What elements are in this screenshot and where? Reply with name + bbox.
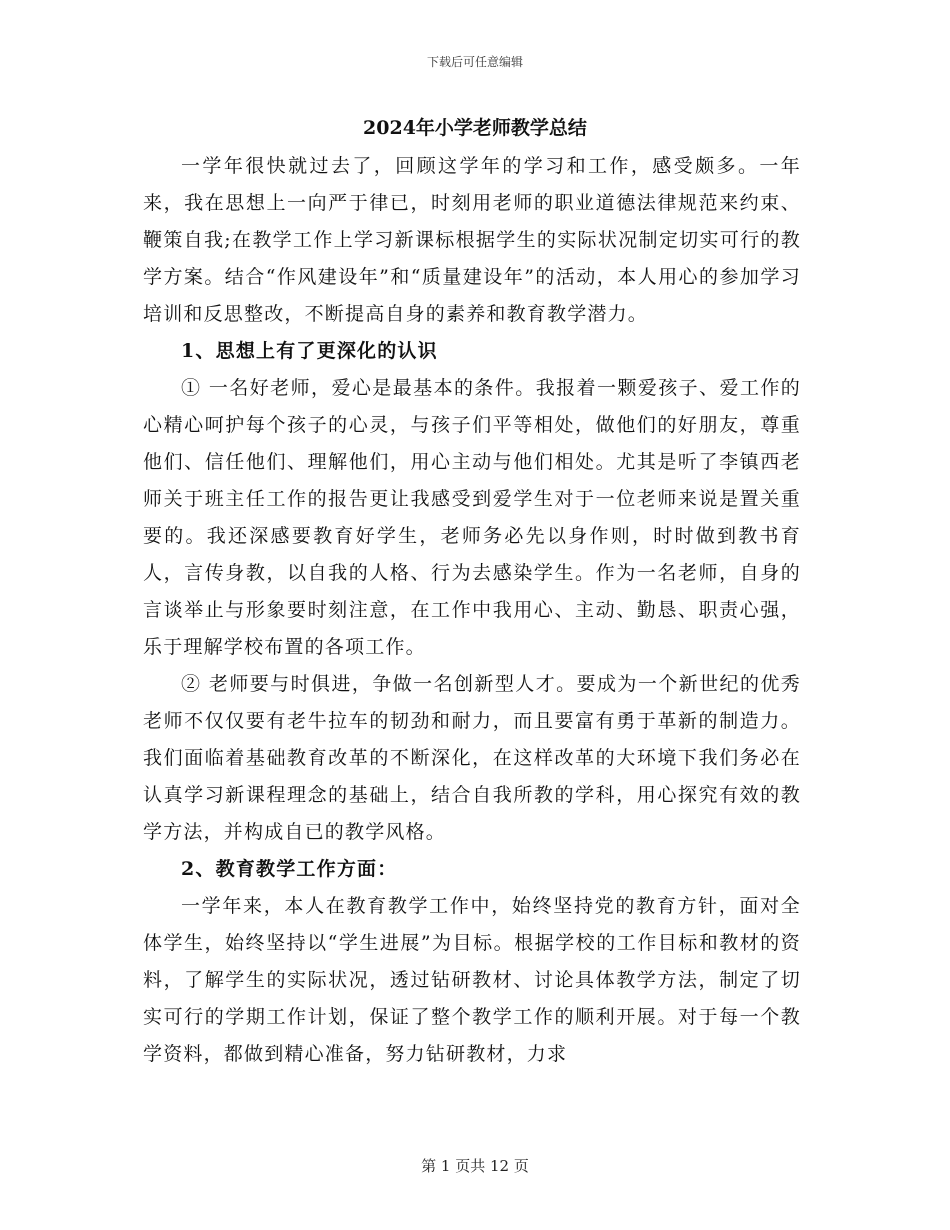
document-body <box>143 148 801 1073</box>
section-1-point-1: ① 一名好老师，爱心是最基本的条件。我报着一颗爱孩子、爱工作的心精心呵护每个孩子的心灵，与孩子们平等相处，做他们的好朋友，尊重他们、信任他们、理解他们，用心主动与他们相处。尤其是听了李镇西老师关于班主任工作的报告更让我感受到爱学生对于一位老师来说是置关重要的。我还深感要教育好学生，老师务必先以身作则，时时做到教书育人，言传身教，以自我的人格、行为去感染学生。作为一名老师，自身的言谈举止与形象要时刻注意，在工作中我用心、主动、勤恳、职责心强，乐于理解学校布置的各项工作。 <box>143 377 801 658</box>
page-number: 第 1 页共 12 页 <box>421 1157 529 1175</box>
section-2-paragraph: 一学年来，本人在教育教学工作中，始终坚持党的教育方针，面对全体学生，始终坚持以“学生进展”为目标。根据学校的工作目标和教材的资料，了解学生的实际状况，透过钻研教材、讨论具体教学方法，制定了切实可行的学期工作计划，保证了整个教学工作的顺利开展。对于每一个教学资料，都做到精心准备，努力钻研教材，力求 <box>143 895 801 1065</box>
section-heading-2: 2、教育教学工作方面： <box>181 858 398 880</box>
section-heading-1: 1、思想上有了更深化的认识 <box>181 340 438 362</box>
intro-paragraph: 一学年很快就过去了，回顾这学年的学习和工作，感受颇多。一年来，我在思想上一向严于律已，时刻用老师的职业道德法律规范来约束、鞭策自我;在教学工作上学习新课标根据学生的实际状况制定切实可行的教学方案。结合“作风建设年”和“质量建设年”的活动，本人用心的参加学习培训和反思整改，不断提高自身的素养和教育教学潜力。 <box>143 155 801 325</box>
document-title: 2024年小学老师教学总结 <box>363 117 587 139</box>
header-note: 下载后可任意编辑 <box>426 55 523 69</box>
section-1-point-2: ② 老师要与时俱进，争做一名创新型人才。要成为一个新世纪的优秀老师不仅仅要有老牛拉车的韧劲和耐力，而且要富有勇于革新的制造力。我们面临着基础教育改革的不断深化，在这样改革的大环境下我们务必在认真学习新课程理念的基础上，结合自我所教的学科，用心探究有效的教学方法，并构成自已的教学风格。 <box>143 673 801 843</box>
